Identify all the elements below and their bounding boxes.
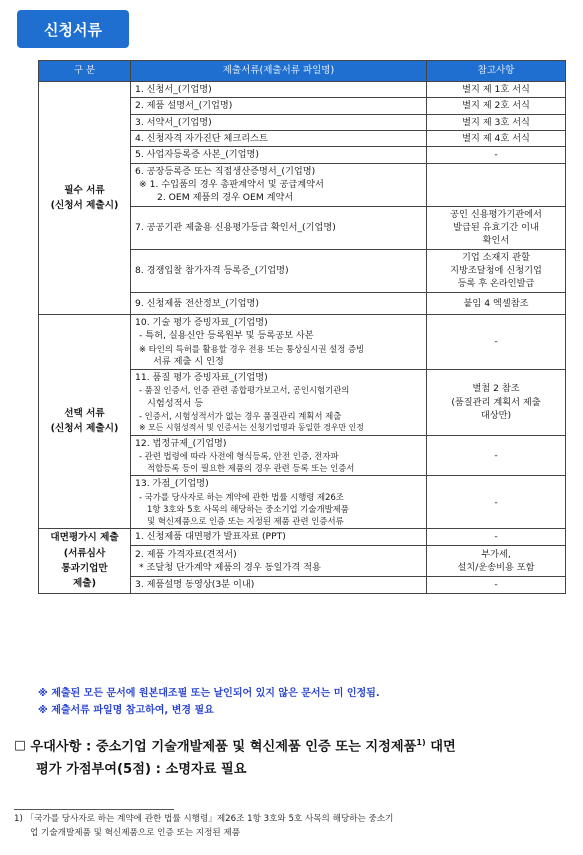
header-category: 구 분 xyxy=(39,61,131,82)
ref-line: (품질관리 계획서 제출 xyxy=(451,396,541,408)
bonus-paragraph xyxy=(14,736,574,781)
category-label: (서류심사 xyxy=(63,547,106,559)
ref-line: 대상만) xyxy=(480,409,512,421)
doc-line: - 특허, 실용신안 등록원부 및 등록공보 사본 xyxy=(139,330,314,342)
ref-cell: - xyxy=(427,314,566,369)
notes-block xyxy=(38,686,380,719)
ref-line: 지방조달청에 신청기업 xyxy=(450,265,542,277)
table-row xyxy=(39,314,566,369)
bonus-line xyxy=(14,736,574,759)
doc-line: 적합등록 등이 필요한 제품의 경우 관련 등록 또는 인증서 xyxy=(147,463,355,474)
header-reference: 참고사항 xyxy=(427,61,566,82)
ref-cell: - xyxy=(427,577,566,593)
footnote-divider xyxy=(14,809,174,810)
doc-cell xyxy=(131,476,427,529)
note-line: ※ 제출서류 파일명 참고하여, 변경 필요 xyxy=(38,704,214,716)
ref-line: 발급된 유효기간 이내 xyxy=(453,222,539,234)
doc-line: 12. 법정규제_(기업명) xyxy=(135,437,227,449)
doc-cell: 5. 사업자등록증 사본_(기업명) xyxy=(131,147,427,163)
ref-line: 확인서 xyxy=(482,235,510,247)
doc-line: 11. 품질 평가 증빙자료_(기업명) xyxy=(135,372,268,384)
footnote-ref: 1) xyxy=(416,738,426,747)
doc-line: - 관련 법령에 따라 사전에 형식등록, 안전 인증, 전자파 xyxy=(139,450,339,461)
doc-line: - 국가를 당사자로 하는 계약에 관한 법률 시행령 제26조 xyxy=(139,491,344,502)
footnote-text: 「국가를 당사자로 하는 계약에 관한 법률 시행령」제26조 1항 3호와 5호 사목의 해당하는 중소기 xyxy=(25,814,394,824)
ref-cell: - xyxy=(427,476,566,529)
footnote xyxy=(14,813,574,841)
checkbox-icon: ☐ xyxy=(14,739,26,755)
section-title: 신청서류 xyxy=(17,10,129,48)
doc-line: 시험성적서 등 xyxy=(147,397,204,409)
documents-table xyxy=(38,60,566,594)
doc-note: ※ 타인의 특허를 활용할 경우 전용 또는 통상실시권 설정 증빙 xyxy=(139,343,365,354)
ref-line: 기업 소재지 관할 xyxy=(462,251,530,263)
category-label: 선택 서류 xyxy=(64,408,105,420)
ref-cell xyxy=(427,545,566,577)
ref-cell xyxy=(427,163,566,206)
header-documents: 제출서류(제출서류 파일명) xyxy=(131,61,427,82)
doc-cell xyxy=(131,370,427,436)
category-label: 통과기업만 xyxy=(61,562,108,574)
doc-line: 13. 가점_(기업명) xyxy=(135,478,209,490)
table-row xyxy=(39,529,566,545)
ref-cell: 별지 제 4호 서식 xyxy=(427,131,566,147)
doc-line: - 품질 인증서, 인증 관련 종합평가보고서, 공인시험기관의 xyxy=(139,385,350,396)
table-header-row xyxy=(39,61,566,82)
footnote-marker: 1) xyxy=(14,814,23,824)
ref-cell: 붙임 4 엑셀참조 xyxy=(427,292,566,314)
ref-line: 부가세, xyxy=(481,548,511,560)
category-label: 대면평가시 제출 xyxy=(50,532,119,544)
ref-cell: - xyxy=(427,147,566,163)
category-optional xyxy=(39,314,131,528)
ref-line: 별첨 2 참조 xyxy=(472,383,520,395)
ref-cell: - xyxy=(427,435,566,476)
footnote-text-2: 업 기술개발제품 및 혁신제품으로 인증 또는 지정된 제품 xyxy=(30,827,241,838)
doc-cell: 1. 신청제품 대면평가 발표자료 (PPT) xyxy=(131,529,427,545)
ref-cell: 별지 제 3호 서식 xyxy=(427,114,566,130)
doc-line: 및 혁신제품으로 인증 또는 지정된 제품 관련 인증서류 xyxy=(147,515,344,526)
ref-cell xyxy=(427,206,566,249)
ref-cell: 별지 제 1호 서식 xyxy=(427,82,566,98)
bonus-text-tail: 대면 xyxy=(425,739,456,755)
doc-cell: 9. 신청제품 전산정보_(기업명) xyxy=(131,292,427,314)
ref-cell xyxy=(427,249,566,292)
doc-line: 10. 기술 평가 증빙자료_(기업명) xyxy=(135,316,268,328)
doc-note: * 조달청 단가계약 제품의 경우 동일가격 적용 xyxy=(139,561,321,573)
category-label: 제출) xyxy=(73,578,96,590)
category-required xyxy=(39,82,131,315)
bonus-line-2: 평가 가점부여(5점) : 소명자료 필요 xyxy=(36,761,247,777)
doc-line: 1항 3호와 5호 사목의 해당하는 중소기업 기술개발제품 xyxy=(147,503,349,514)
category-label: (신청서 제출시) xyxy=(50,423,119,435)
doc-note: ※ 1. 수입품의 경우 총판계약서 및 공급계약서 xyxy=(139,179,324,191)
doc-cell xyxy=(131,545,427,577)
ref-line: 공인 신용평가기관에서 xyxy=(450,208,542,220)
category-label: 필수 서류 xyxy=(64,184,105,196)
ref-cell: 별지 제 2호 서식 xyxy=(427,98,566,114)
ref-cell xyxy=(427,370,566,436)
doc-cell: 1. 신청서_(기업명) xyxy=(131,82,427,98)
doc-cell: 8. 경쟁입찰 참가자격 등록증_(기업명) xyxy=(131,249,427,292)
doc-note: 서류 제출 시 인정 xyxy=(153,355,224,367)
doc-cell xyxy=(131,163,427,206)
doc-cell: 3. 서약서_(기업명) xyxy=(131,114,427,130)
table-row xyxy=(39,82,566,98)
ref-line: 설치/운송비용 포함 xyxy=(457,561,535,573)
doc-cell xyxy=(131,314,427,369)
note-line: ※ 제출된 모든 문서에 원본대조필 또는 날인되어 있지 않은 문서는 미 인정됨. xyxy=(38,688,380,699)
doc-line: 2. 제품 가격자료(견적서) xyxy=(135,548,237,560)
ref-cell: - xyxy=(427,529,566,545)
doc-cell: 2. 제품 설명서_(기업명) xyxy=(131,98,427,114)
doc-cell: 7. 공공기관 제출용 신용평가등급 확인서_(기업명) xyxy=(131,206,427,249)
category-label: (신청서 제출시) xyxy=(50,199,119,211)
ref-line: 등록 후 온라인발급 xyxy=(457,278,535,290)
doc-note: ※ 모든 시험성적서 및 인증서는 신청기업명과 동일한 경우만 인정 xyxy=(139,423,364,433)
doc-cell: 4. 신청자격 자가진단 체크리스트 xyxy=(131,131,427,147)
doc-note: 2. OEM 제품의 경우 OEM 계약서 xyxy=(157,192,294,204)
category-interview xyxy=(39,529,131,593)
doc-cell: 3. 제품설명 동영상(3분 이내) xyxy=(131,577,427,593)
bonus-text: 우대사항 : 중소기업 기술개발제품 및 혁신제품 인증 또는 지정제품 xyxy=(30,739,417,755)
footnote-line xyxy=(14,813,574,827)
doc-line: - 인증서, 시험성적서가 없는 경우 품질관리 계획서 제출 xyxy=(139,410,342,421)
doc-cell xyxy=(131,435,427,476)
doc-line: 6. 공장등록증 또는 직접생산증명서_(기업명) xyxy=(135,165,316,177)
